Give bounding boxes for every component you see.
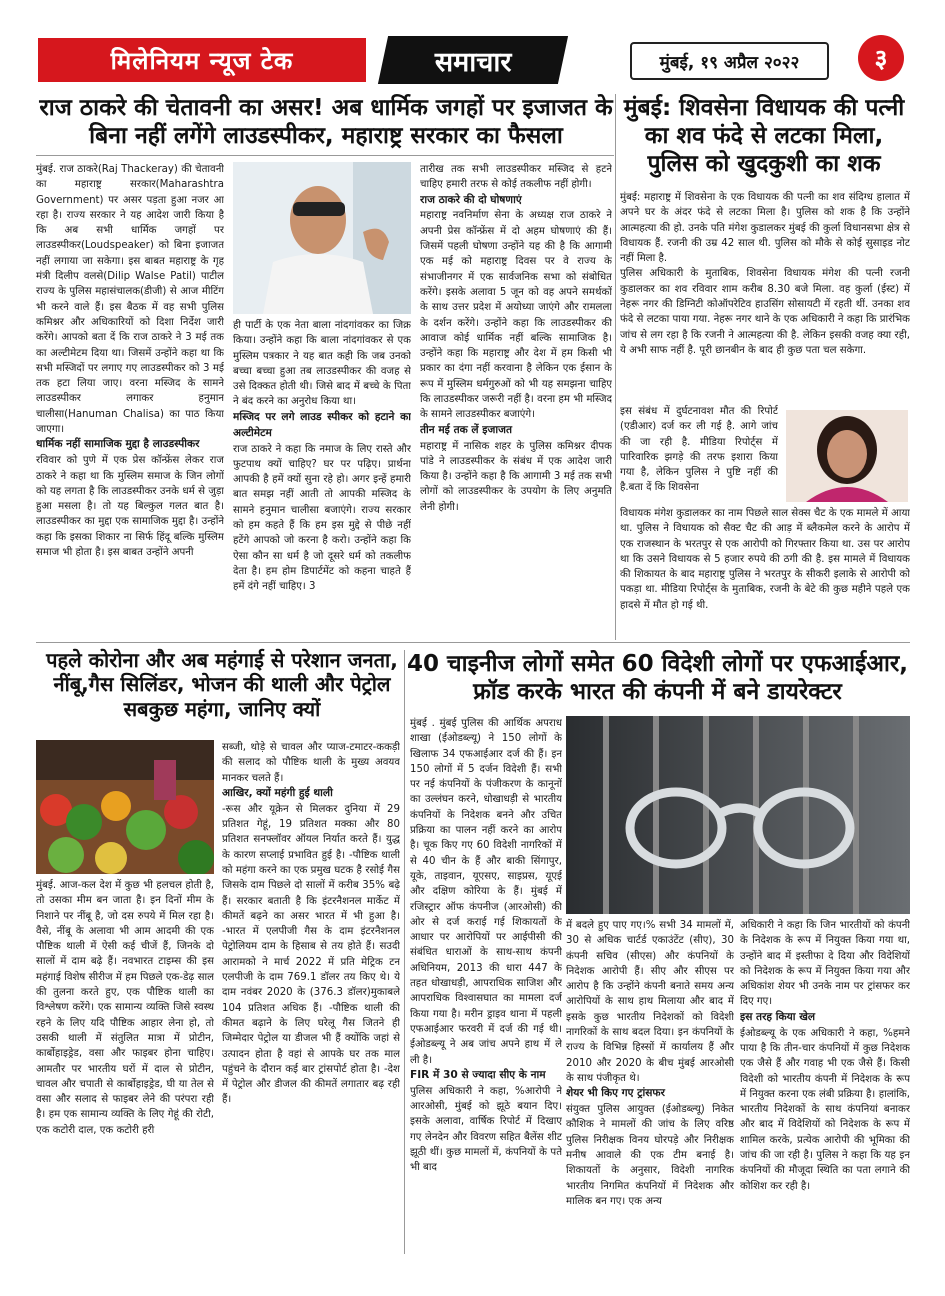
column-divider bbox=[615, 94, 616, 640]
story4-col2-subheading: शेयर भी किए गए ट्रांसफर bbox=[566, 1087, 665, 1100]
story2-text-3: इस संबंध में दुर्घटनावश मौत की रिपोर्ट (एडीआर) दर्ज कर ली गई है. आगे जांच की जा रही है. मीडिया रिपोर्ट्स में पारिवारिक झगड़े की तरफ इशारा किया गया है, लेकिन पुलिस ने पुष्टि नहीं की है.बता दें कि शिवसेना bbox=[620, 406, 778, 494]
story1-col3-subheading-1: राज ठाकरे की दो घोषणाएं bbox=[420, 193, 522, 206]
story1-column-2 bbox=[233, 318, 411, 632]
story1-col1-text: मुंबई. राज ठाकरे(Raj Thackeray) की चेतावनी का महाराष्ट्र सरकार(Maharashtra Government) पर असर पड़ता हुआ नजर आ रहा है। राज्य सरकार ने यह आदेश जारी किया है कि अब सभी धार्मिक जगहों पर लाउडस्पीकर(Loudspeaker) को बिना इजाजत नहीं लगाया जा सकेगा। इस बाबत महाराष्ट्र के गृह मंत्री दिलीप वलसे(Dilip Walse Patil) पाटील राज्य के पुलिस महासंचालक(डीजी) से आज मीटिंग भी करने वाले हैं। इस बैठक में वह सभी पुलिस कमिश्नर और अधिकारियों को दिशा निर्देश जारी करेंगे। आपको बता दें कि राज ठाकरे ने 3 मई तक का अल्टीमेटम दिया था। जिसमें उन्होंने कहा था कि सभी मस्जिदों पर लगाए गए लाउडस्पीकर को 3 मई तक हटा लिया जाए। वरना मस्जिद के सामने लाउडस्पीकर लगाकर हनुमान चालीसा(Hanuman Chalisa) का पाठ किया जाएगा। bbox=[36, 164, 224, 436]
story2-text-top bbox=[620, 190, 910, 400]
handcuffs-photo bbox=[566, 716, 910, 914]
story4-column-1 bbox=[410, 716, 562, 1252]
story4-column-3 bbox=[740, 918, 910, 1252]
story3-col2-subheading: आखिर, क्यों महंगी हुई थाली bbox=[222, 786, 333, 799]
story1-col3-subheading-2: तीन मई तक लें इजाजत bbox=[420, 423, 513, 436]
masthead-brand: मिलेनियम न्यूज टेक bbox=[38, 38, 366, 82]
story4-col3-text: अधिकारी ने कहा कि जिन भारतीयों को कंपनी के निदेशक के रूप में नियुक्त किया गया था, उन्होंने बाद में इस्तीफा दे दिया और विदेशियों को निदेशक के रूप में नियुक्त किया गया और अधिकांश शेयर भी उनके नाम पर ट्रांसफर कर दिए गए। bbox=[740, 920, 910, 1008]
story4-col3-subheading: इस तरह किया खेल bbox=[740, 1010, 816, 1023]
masthead-date: मुंबई, १९ अप्रैल २०२२ bbox=[630, 42, 829, 80]
story1-rule bbox=[36, 155, 614, 156]
story1-col2-text: ही पार्टी के एक नेता बाला नांदगांवकर का जिक्र किया। उन्होंने कहा कि बाला नांदगांवकर से एक मुस्लिम पत्रकार ने यह बात कही कि जब उनको बच्चा बच्चा हुआ तब लाउडस्पीकर की वजह से उसे दिक्कत होती थी। जिसे बाद में बच्चे के पिता ने बंद करने का अनुरोध किया था। bbox=[233, 320, 411, 408]
column-divider-lower bbox=[404, 650, 405, 1254]
page-number-badge: ३ bbox=[858, 35, 904, 81]
story4-col1-subheading: FIR में 30 से ज्यादा सीए के नाम bbox=[410, 1068, 546, 1081]
story3-col1-text: मुंबई. आज-कल देश में कुछ भी हलचल होती है, तो उसका मीम बन जाता है। इन दिनों मीम के निशाने पर नींबू है, जो दस रुपये में मिल रहा है। वैसे, नींबू के अलावा भी आम आदमी की एक पौष्टिक थाली में ऐसी कई चीजें हैं, जिनके दो सालों में दाम बढ़े हैं। नवभारत टाइम्स की इस महंगाई विशेष सीरीज में हम पिछले एक-डेढ़ साल की तुलना करते हुए, एक पौष्टिक थाली का विश्लेषण करेंगे। एक सामान्य व्यक्ति जिसे स्वस्थ रहने के लिए यदि पौष्टिक आहार लेना हो, तो उसकी थाली में संतुलित मात्रा में प्रोटीन, कार्बोहाइड्रेड, वसा और फाइबर होना चाहिए। आमतौर पर भारतीय घरों में दाल से प्रोटीन, चावल और चपाती से कार्बोहाइड्रेड, घी या तेल से वसा और सलाद से फाइबर लेने की परंपरा रही है। हम एक सामान्य व्यक्ति के लिए गेहूं की रोटी, एक कटोरी दाल, एक कटोरी हरी bbox=[36, 880, 214, 1136]
story1-col3b-text: महाराष्ट्र नवनिर्माण सेना के अध्यक्ष राज ठाकरे ने अपनी प्रेस कॉन्फ्रेंस में दो अहम घोषणाएं की हैं। जिसमें पहली घोषणा उन्होंने यह की है कि आगामी एक मई को महाराष्ट्र दिवस पर वे राज्य के संभाजीनगर में एक सार्वजनिक सभा को संबोधित करेंगे। इसके अलावा 5 जून को वह अपने समर्थकों के साथ उत्तर प्रदेश में अयोध्या जाएंगे और रामलला के दर्शन करेंगे। उन्होंने कहा कि लाउडस्पीकर की आवाज कोई धार्मिक नहीं बल्कि सामाजिक है। उन्होंने कहा कि महाराष्ट्र और देश में हम किसी भी प्रकार का दंगा नहीं करवाना है लेकिन एक ईसान के रूप में मुस्लिम धर्मगुरुओं को भी यह समझना चाहिए कि लाउडस्पीकर जरूरी नहीं है। वरना हम भी मस्जिद के सामने लाउडस्पीकर बजाएंगे। bbox=[420, 210, 612, 421]
story4-col3b-text: ईओडब्ल्यू के एक अधिकारी ने कहा, %हमने पाया है कि तीन-चार कंपनियों में कुछ निदेशक एक जैसे हैं और गवाह भी एक जैसे हैं। किसी विदेशी को भारतीय कंपनी में निदेशक के रूप में नियुक्त करना एक लंबी प्रक्रिया है। हालांकि, भारतीय निदेशकों के साथ कंपनियां बनाकर और बाद में विदेशियों को निदेशक के रूप में शामिल करके, प्रत्येक आरोपी की भूमिका की जांच की जा रही है। पुलिस ने कहा कि यह इन कंपनियों की मौजूदा स्थिति का पता लगाने की कोशिश कर रही है। bbox=[740, 1027, 910, 1192]
masthead-section-label: समाचार bbox=[434, 46, 512, 78]
masthead-section bbox=[378, 36, 568, 84]
story4-headline: 40 चाइनीज लोगों समेत 60 विदेशी लोगों पर एफआईआर, फ्रॉड करके भारत की कंपनी में बने डायरेक्टर bbox=[407, 651, 908, 706]
section-divider bbox=[36, 642, 910, 643]
story1-col2-subheading: मस्जिद पर लगे लाउड स्पीकर को हटाने का अल्टीमेटम bbox=[233, 410, 411, 439]
story1-col2b-text: राज ठाकरे ने कहा कि नमाज के लिए रास्ते और फुटपाथ क्यों चाहिए? घर पर पढ़िए। प्रार्थना आपकी है हमें क्यों सुना रहे हो। अगर इन्हें हमारी बात समझ नहीं आती तो आपकी मस्जिद के सामने हनुमान चालीसा बजाएंगे। राज्य सरकार को हम कहते हैं कि हम इस मुद्दे से पीछे नहीं हटेंगे आपको जो करना है करो। उन्होंने कहा कि ऐसा कौन सा धर्म है जो दूसरे धर्म को तकलीफ देता है। हम होम डिपार्टमेंट को कहना चाहते हैं हमें दंगे नहीं चाहिए। 3 bbox=[233, 443, 411, 593]
story3-col2-text: सब्जी, थोड़े से चावल और प्याज-टमाटर-ककड़ी की सलाद को पौष्टिक थाली के मुख्य अवयव मानकर चलते हैं। bbox=[222, 742, 400, 784]
story2-text-mid bbox=[620, 404, 778, 506]
vegetable-market-photo bbox=[36, 740, 214, 874]
story1-col1b-text: रविवार को पुणे में एक प्रेस कॉन्फ्रेंस लेकर राज ठाकरे ने कहा था कि मुस्लिम समाज के जिन लोगों को यह लगता है कि लाउडस्पीकर उनके धर्म से जुड़ा हुआ मसला है। तो यह बिल्कुल गलत बात है। लाउडस्पीकर का मुद्दा एक सामाजिक मुद्दा है। उन्होंने कहा कि इसका शिकार ना सिर्फ हिंदू बल्कि मुस्लिम समाज भी होता है। इस बाबत उन्होंने अपनी bbox=[36, 455, 224, 559]
story4-col1-text: मुंबई . मुंबई पुलिस की आर्थिक अपराध शाखा (ईओडब्ल्यू) ने 150 लोगों के खिलाफ 34 एफआईआर दर्ज की हैं। इन 150 लोगों में 5 दर्जन विदेशी हैं। सभी पर नई कंपनियों के पंजीकरण के कानूनों का उल्लंघन करने, धोखाधड़ी से भारतीय कंपनियों के निदेशक बनने और उचित प्रक्रिया का पालन नहीं करने का आरोप है। चूक किए गए 60 विदेशी नागरिकों में से 40 चीन के हैं और बाकी सिंगापुर, यूके, ताइवान, यूएसए, साइप्रस, यूएई और दक्षिण कोरिया के हैं। मुंबई में रजिस्ट्रार ऑफ कंपनीज (आरओसी) की ओर से दर्ज कराई गई शिकायतों के आधार पर आरोपियों पर आईपीसी की संबंधित धाराओं के साथ-साथ कंपनी अधिनियम, 2013 की धारा 447 के तहत धोखाधड़ी, आपराधिक साजिश और आपराधिक विश्वासघात का मामला दर्ज किया गया है। मरीन ड्राइव थाना में पहली एफआईआर फरवरी में दर्ज की गई थी। ईओडब्ल्यू ने अब जांच अपने हाथ में ले ली है। bbox=[410, 718, 562, 1066]
story3-column-2 bbox=[222, 740, 400, 1252]
story1-col3c-text: महाराष्ट्र में नासिक शहर के पुलिस कमिश्नर दीपक पांडे ने लाउडस्पीकर के संबंध में एक आदेश जारी किया है। उन्होंने कहा है कि आगामी 3 मई तक सभी लोगों को लाउडस्पीकर के उपयोग के लिए अनुमति लेनी होगी। bbox=[420, 440, 612, 513]
rajni-kudalkar-photo bbox=[786, 410, 908, 502]
story3-column-1 bbox=[36, 878, 214, 1252]
story1-col1-subheading: धार्मिक नहीं सामाजिक मुद्दा है लाउडस्पीकर bbox=[36, 438, 200, 451]
raj-thackeray-photo bbox=[233, 162, 411, 314]
story2-text-1: मुंबई: महाराष्ट्र में शिवसेना के एक विधायक की पत्नी का शव संदिग्ध हालात में अपने घर के अंदर फंदे से लटका मिला है। पुलिस को शक है कि उन्होंने आत्महत्या की हो. उनके पति मंगेश कुडालकर मुंबई की कुर्ला विधानसभा क्षेत्र से विधायक हैं. रजनी की उम्र 42 साल थी. पुलिस को मौके से कोई सुसाइड नोट नहीं मिला है. bbox=[620, 192, 910, 265]
story4-col2b-text: संयुक्त पुलिस आयुक्त (ईओडब्ल्यू) निकेत कौशिक ने मामलों की जांच के लिए वरिष्ठ पुलिस निरीक्षक विनय घोरपड़े और निरीक्षक मनीष आवाले की एक टीम बनाई है। शिकायतों के अनुसार, विदेशी नागरिक भारतीय निगमित कंपनियों में निदेशक और मालिक बन गए। एक अन्य bbox=[566, 1104, 734, 1207]
story4-column-2 bbox=[566, 918, 734, 1252]
story1-col3-text: तारीख तक सभी लाउडस्पीकर मस्जिद से हटने चाहिए हमारी तरफ से कोई तकलीफ नहीं होगी। bbox=[420, 164, 612, 191]
story2-headline: मुंबई: शिवसेना विधायक की पत्नी का शव फंदे से लटका मिला, पुलिस को खुदकुशी का शक bbox=[623, 95, 905, 178]
story2-text-4: विधायक मंगेश कुडालकर का नाम पिछले साल सेक्स चैट के एक मामले में आया था. पुलिस ने विधायक को सैक्ट चैट की आड़ में ब्लैकमेल करने के आरोप में एक राजस्थान के भरतपुर से एक आरोपी को गिरफ्तार किया था. उस पर आरोप था कि उसने विधायक से 5 हजार रुपये की ठगी की है. इस मामले में विधायक की शिकायत के बाद महाराष्ट्र पुलिस ने भरतपुर के सीकरी इलाके से आरोपी को पकड़ा था. मीडिया रिपोर्ट्स के मुताबिक, रजनी के बेटे की कुछ महीने पहले एक हादसे में मौत हो गई थी. bbox=[620, 508, 910, 611]
story1-column-1 bbox=[36, 162, 224, 632]
story2-text-bottom bbox=[620, 506, 910, 636]
story4-col2-text: में बदले हुए पाए गए।% सभी 34 मामलों में, 30 से अधिक चार्टर्ड एकाउंटेंट (सीए), 30 कंपनी सचिव (सीएस) और कंपनियों के निदेशक आरोपी हैं। सीए और सीएस पर आरोप है कि उन्होंने कंपनी बनाते समय अन्य आरोपियों के साथ हाथ मिलाया और बाद में इसके कुछ भारतीय निदेशकों को विदेशी नागरिकों के साथ बदल दिया। इन कंपनियों के राज्य के विभिन्न हिस्सों में कार्यालय हैं और 2010 और 2020 के बीच मुंबई आरओसी के साथ पंजीकृत थे। bbox=[566, 920, 734, 1084]
story1-headline: राज ठाकरे की चेतावनी का असर! अब धार्मिक जगहों पर इजाजत के बिना नहीं लगेंगे लाउडस्पीकर, महाराष्ट्र सरकार का फैसला bbox=[39, 95, 613, 150]
story3-headline: पहले कोरोना और अब महंगाई से परेशान जनता, नींबू,गैस सिलिंडर, भोजन की थाली और पेट्रोल सबकुछ महंगा, जानिए क्यों bbox=[46, 648, 398, 721]
story2-text-2: पुलिस अधिकारी के मुताबिक, शिवसेना विधायक मंगेश की पत्नी रजनी कुडालकर का शव रविवार शाम करीब 8.30 बजे मिला. वह कुर्ला (ईस्ट) में नेहरू नगर की डिग्निटी कोऑपरेटिव हाउसिंग सोसायटी में रहती थीं. उनका शव फंदे से लटका पाया गया. नेहरू नगर थाने के एक अधिकारी ने कहा कि प्रारंभिक जांच से लग रहा है कि रजनी ने आत्महत्या की है. लेकिन इसकी वजह क्या रही, ये अभी साफ नहीं है. पूरी छानबीन के बाद ही कुछ पता चल सकेगा. bbox=[620, 268, 910, 356]
story4-col1b-text: पुलिस अधिकारी ने कहा, %आरोपी ने आरओसी, मुंबई को झूठे बयान दिए। इसके अलावा, वार्षिक रिपोर्ट में दिखाए गए लेनदेन और विवरण सहित बैलेंस शीट झूठी थीं। कुछ मामलों में, कंपनियों के पते भी बाद bbox=[410, 1085, 562, 1174]
story1-column-3 bbox=[420, 162, 612, 632]
story3-col2b-text: -रूस और यूक्रेन से मिलकर दुनिया में 29 प्रतिशत गेहूं, 19 प्रतिशत मक्का और 80 प्रतिशत सनफ्लॉवर ऑयल निर्यात करते हैं। युद्ध के कारण सप्लाई प्रभावित हुई है। -पौष्टिक थाली को महंगा करने का एक प्रमुख घटक है रसोई गैस जिसके दाम पिछले दो सालों में करीब 35% बढ़े हैं। सरकार बताती है कि इंटरनैशनल मार्केट में कीमतें बढ़ने का असर भारत में भी हुआ है। -भारत में एलपीजी गैस के दाम इंटरनैशनल पेट्रोलियम दाम के हिसाब से तय होते हैं। सउदी आरामको ने मार्च 2022 में प्रति मेट्रिक टन एलपीजी के दाम 769.1 डॉलर तय किए थे। ये दाम नवंबर 2020 के (376.3 डॉलर)मुकाबले 104 प्रतिशत अधिक हैं। -पौष्टिक थाली की कीमत बढ़ाने के लिए घरेलू गैस जितने ही जिम्मेदार पेट्रोल या डीजल भी हैं क्योंकि जहां से उत्पादन होता है वहां से आपके घर तक माल पहुंचने के दौरान कई बार ट्रांसपोर्ट होता है। -देश में पेट्रोल और डीजल की कीमतें लगातार बढ़ रही हैं। bbox=[222, 803, 400, 1106]
